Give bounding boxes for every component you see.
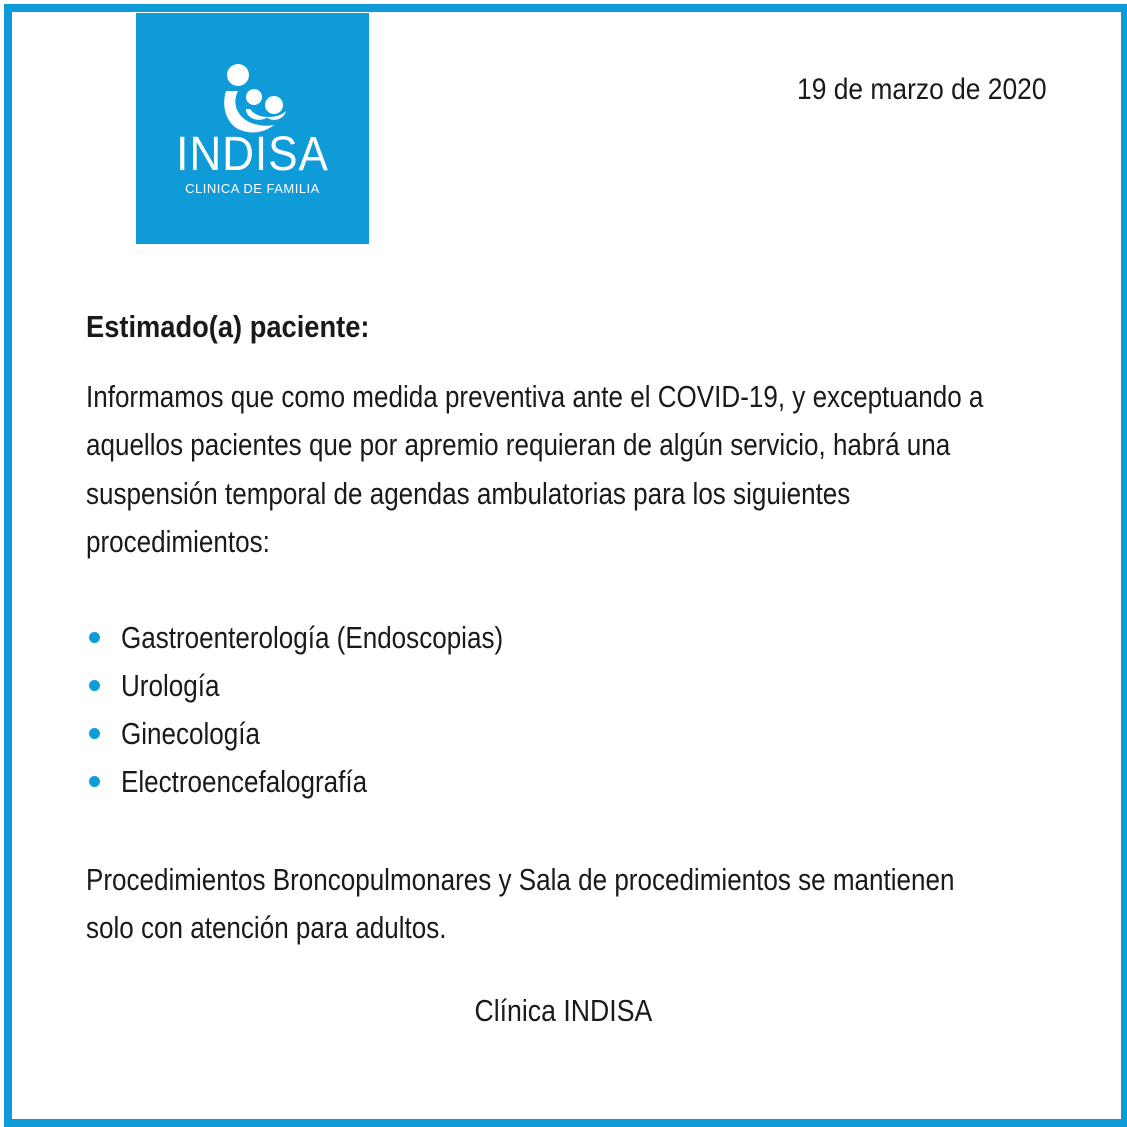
note-line: solo con atención para adultos. bbox=[86, 910, 447, 945]
procedure-label: Gastroenterología (Endoscopias) bbox=[121, 620, 504, 655]
signature-text: Clínica INDISA bbox=[474, 993, 653, 1028]
notice-date: 19 de marzo de 2020 bbox=[797, 73, 1047, 106]
logo-tagline: CLINICA DE FAMILIA bbox=[185, 181, 320, 196]
procedure-label: Urología bbox=[121, 668, 220, 703]
bullet-icon bbox=[89, 632, 100, 643]
intro-line: suspensión temporal de agendas ambulatorias para los siguientes bbox=[86, 476, 851, 511]
intro-line: aquellos pacientes que por apremio requieran de algún servicio, habrá una bbox=[86, 427, 951, 462]
bullet-icon bbox=[89, 728, 100, 739]
bullet-icon bbox=[89, 680, 100, 691]
logo-wordmark: INDISA bbox=[176, 128, 329, 181]
signature bbox=[0, 990, 1127, 1032]
indisa-logo bbox=[136, 13, 369, 244]
procedure-label: Electroencefalografía bbox=[121, 764, 368, 799]
intro-line: procedimientos: bbox=[86, 524, 270, 559]
note-line: Procedimientos Broncopulmonares y Sala de procedimientos se mantienen bbox=[86, 862, 955, 897]
bullet-icon bbox=[89, 776, 100, 787]
intro-line: Informamos que como medida preventiva ante el COVID-19, y exceptuando a bbox=[86, 379, 984, 414]
greeting-heading: Estimado(a) paciente: bbox=[86, 309, 370, 344]
procedure-label: Ginecología bbox=[121, 716, 260, 751]
